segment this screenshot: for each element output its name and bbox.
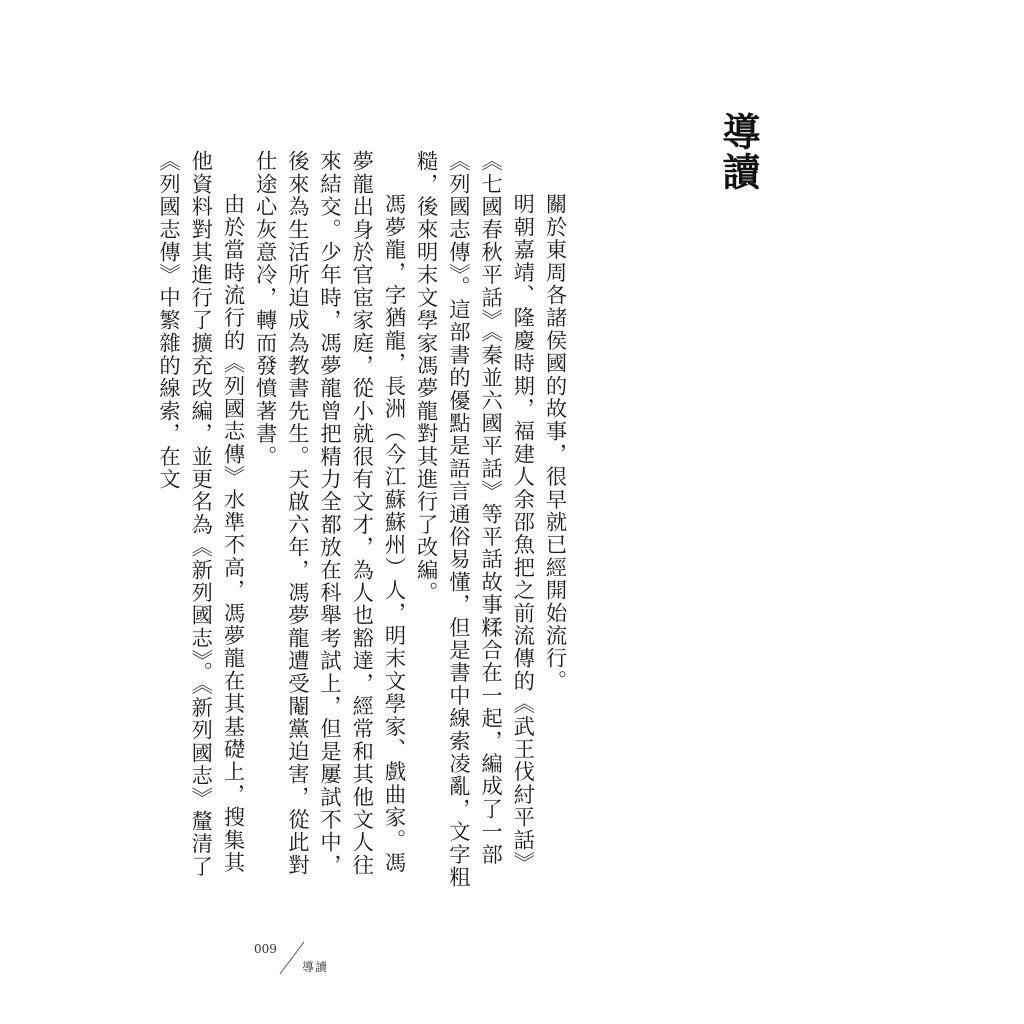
running-title: 導讀: [302, 960, 329, 974]
paragraph-1: 關於東周各諸侯國的故事，很早就已經開始流行。: [542, 192, 567, 692]
chapter-title: 導讀: [716, 112, 760, 192]
paragraph-4: 由於當時流行的《列國志傳》水準不高，馮夢龍在其基礎上，搜集其他資料對其進行了擴充改編，並更名為《新列國志》。《新列國志》釐清了《列國志傳》中繁雜的線索，在文: [155, 150, 245, 878]
paragraph-2: 明朝嘉靖、隆慶時期，福建人余邵魚把之前流傳的《武王伐紂平話》《七國春秋平話》《秦並六國平話》等平話故事糅合在一起，編成了一部《列國志傳》。這部書的優點是語言通俗易懂，但是書中線索凌亂，文字粗糙，後來明末文學家馮夢龍對其進行了改編。: [413, 150, 535, 889]
page-footer: [254, 940, 344, 980]
page-number: 009: [254, 942, 277, 956]
paragraph-3: 馮夢龍，字猶龍，長洲（今江蘇蘇州）人，明末文學家、戲曲家。馮夢龍出身於官宦家庭，從小就很有文才，為人也豁達，經常和其他文人往來結交。少年時，馮夢龍曾把精力全都放在科舉考試上，但是屢試不中，後來為生活所迫成為教書先生。天啟六年，馮夢龍遭受閹黨迫害，從此對仕途心灰意冷，轉而發憤著書。: [252, 150, 406, 877]
body-text: [155, 150, 570, 890]
